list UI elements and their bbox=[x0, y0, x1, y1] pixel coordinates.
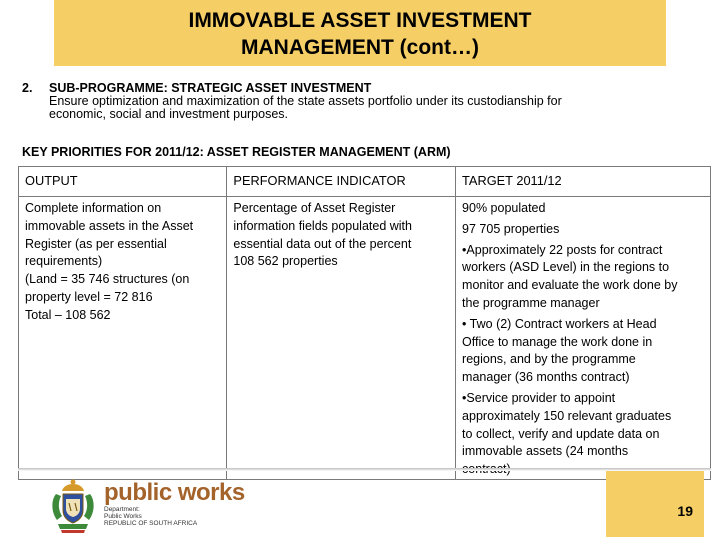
column-header-indicator: PERFORMANCE INDICATOR bbox=[227, 167, 456, 197]
page-title-line-2: MANAGEMENT (cont…) bbox=[241, 36, 479, 59]
title-banner bbox=[54, 0, 666, 66]
target-line: manager (36 months contract) bbox=[462, 370, 630, 385]
brand-department-name: Public Works bbox=[104, 513, 142, 520]
output-line: Register (as per essential bbox=[25, 236, 167, 251]
section-description-line: economic, social and investment purposes. bbox=[49, 107, 289, 121]
target-line: regions, and by the programme bbox=[462, 352, 636, 367]
target-paragraph bbox=[462, 390, 704, 479]
brand-department: Department: bbox=[104, 506, 140, 513]
target-line: •Approximately 22 posts for contract bbox=[462, 242, 663, 257]
coat-of-arms-icon bbox=[48, 478, 98, 536]
target-line: monitor and evaluate the work done by bbox=[462, 278, 678, 293]
indicator-line: Percentage of Asset Register bbox=[233, 201, 396, 215]
page-number-box bbox=[606, 471, 704, 537]
output-line: requirements) bbox=[25, 254, 103, 269]
output-line: (Land = 35 746 structures (on bbox=[25, 272, 190, 287]
column-header-target: TARGET 2011/12 bbox=[456, 167, 711, 197]
target-line: • Two (2) Contract workers at Head bbox=[462, 316, 657, 331]
target-paragraph bbox=[462, 200, 704, 218]
target-line: immovable assets (24 months bbox=[462, 444, 629, 459]
target-line: 97 705 properties bbox=[462, 221, 560, 236]
table-header-row bbox=[19, 167, 711, 197]
target-paragraph bbox=[462, 221, 704, 239]
column-header-output: OUTPUT bbox=[19, 167, 227, 197]
indicator-line: essential data out of the percent bbox=[233, 236, 412, 251]
output-cell bbox=[19, 197, 227, 480]
brand-country: REPUBLIC OF SOUTH AFRICA bbox=[104, 520, 198, 527]
target-line: the programme manager bbox=[462, 295, 600, 310]
output-line: property level = 72 816 bbox=[25, 289, 153, 304]
indicator-line: information fields populated with bbox=[233, 218, 412, 233]
key-priorities-heading: KEY PRIORITIES FOR 2011/12: ASSET REGISTER MANAGEMENT (ARM) bbox=[22, 145, 451, 159]
page-number: 19 bbox=[677, 503, 693, 519]
target-paragraph bbox=[462, 242, 704, 313]
brand-name: public works bbox=[104, 479, 245, 506]
indicator-line: 108 562 properties bbox=[233, 254, 338, 269]
target-line: Office to manage the work done in bbox=[462, 334, 653, 349]
section-number: 2. bbox=[22, 81, 33, 95]
page-title-line-1: IMMOVABLE ASSET INVESTMENT bbox=[188, 9, 532, 32]
target-cell bbox=[456, 197, 711, 480]
indicator-cell bbox=[227, 197, 456, 480]
target-line: to collect, verify and update data on bbox=[462, 426, 660, 441]
output-line: Total – 108 562 bbox=[25, 307, 111, 322]
section-description-line: Ensure optimization and maximization of the state assets portfolio under its custodianship for bbox=[49, 94, 562, 108]
brand-block bbox=[104, 480, 245, 527]
target-line: 90% populated bbox=[462, 201, 546, 215]
table-row bbox=[19, 197, 711, 480]
priorities-table bbox=[18, 166, 711, 480]
target-line: approximately 150 relevant graduates bbox=[462, 408, 672, 423]
sub-programme-section bbox=[22, 82, 702, 121]
section-heading: SUB-PROGRAMME: STRATEGIC ASSET INVESTMENT bbox=[49, 81, 372, 95]
target-paragraph bbox=[462, 316, 704, 387]
target-line: workers (ASD Level) in the regions to bbox=[462, 260, 670, 275]
output-line: immovable assets in the Asset bbox=[25, 218, 194, 233]
target-line: •Service provider to appoint bbox=[462, 390, 616, 405]
output-line: Complete information on bbox=[25, 201, 162, 215]
